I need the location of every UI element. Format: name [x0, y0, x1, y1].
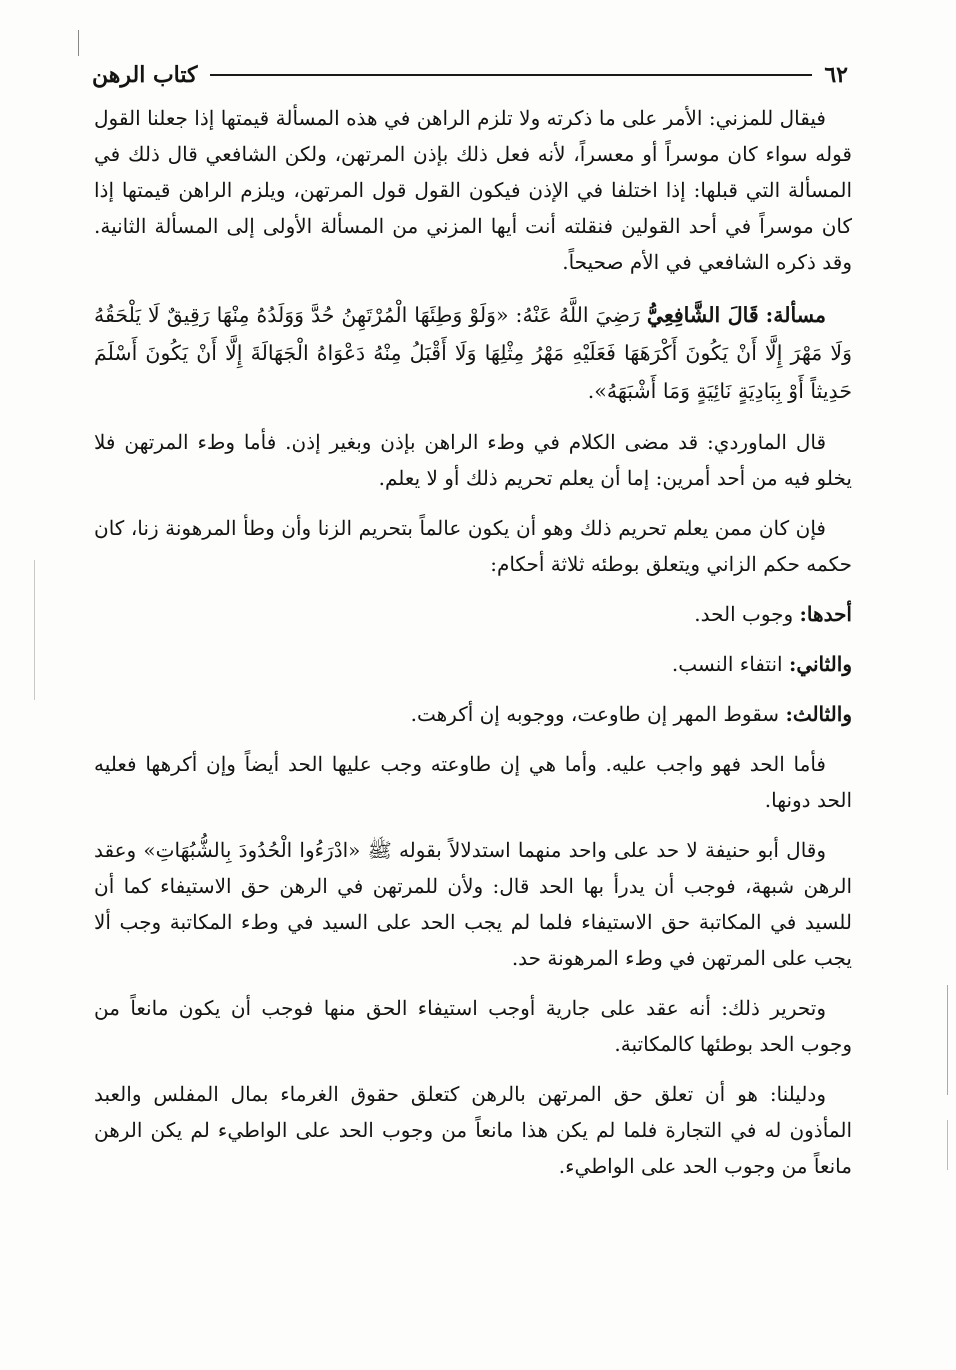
paragraph: فأما الحد فهو واجب عليه. وأما هي إن طاوعته وجب عليها الحد أيضاً وإن أكرهها فعليه الحد دونها.: [94, 752, 852, 812]
list-item: [94, 646, 852, 682]
list-item: [94, 696, 852, 732]
scan-mark: [947, 1120, 948, 1170]
scan-mark: [78, 30, 79, 56]
item-label: والثالث:: [785, 702, 852, 726]
paragraph: وتحرير ذلك: أنه عقد على جارية أوجب استيفاء الحق منها فوجب أن يكون مانعاً من وجوب الحد بوطئها كالمكاتبة.: [94, 996, 852, 1056]
item-text: انتفاء النسب.: [671, 652, 783, 676]
masala-speaker: قَالَ الشَّافِعِيُّ: [646, 303, 759, 327]
paragraph: ودليلنا: هو أن تعلق حق المرتهن بالرهن كتعلق حقوق الغرماء بمال المفلس والعبد المأذون له في التجارة فلما لم يكن هذا مانعاً من وجوب الحد على الواطيء لم يكن الرهن مانعاً من وجوب الحد على الواطيء.: [94, 1082, 852, 1178]
paragraph: فإن كان ممن يعلم تحريم ذلك وهو أن يكون عالماً بتحريم الزنا وأن وطأ المرهونة زنا، كان حكمه حكم الزاني ويتعلق بوطئه ثلاثة أحكام:: [94, 516, 852, 576]
scan-mark: [34, 560, 35, 700]
paragraph: وقال أبو حنيفة لا حد على واحد منهما استدلالاً بقوله ﷺ «ادْرَءُوا الْحُدُودَ بِالشُّبُهَاتِ» وعقد الرهن شبهة، فوجب أن يدرأ بها الحد قال: ولأن للمرتهن في الرهن حق الاستيفاء كما أن للسيد في المكاتبة حق الاستيفاء فلما لم يجب الحد على السيد في وطء المكاتبة وجب ألا يجب على المرتهن في وطء المرهونة حد.: [94, 838, 852, 970]
page-header: [92, 58, 848, 92]
list-item: [94, 596, 852, 632]
masala-quote: رَضِيَ اللَّهُ عَنْهُ: «وَلَوْ وَطِئَهَا الْمُرْتَهِنُ حُدَّ وَوَلَدُهُ مِنْهَا رَقِيقٌ لَا يَلْحَقُهُ وَلَا مَهْرَ إِلَّا أَنْ يَكُونَ أَكْرَهَهَا فَعَلَيْهِ مَهْرُ مِثْلِهَا وَلَا أَقْبَلُ مِنْهُ دَعْوَاهُ الْجَهَالَةَ إِلَّا أَنْ يَكُونَ أَسْلَمَ حَدِيثاً أَوْ بِبَادِيَةٍ نَائِيَةٍ وَمَا أَشْبَهَهُ».: [94, 303, 852, 403]
item-label: أحدها:: [799, 602, 852, 626]
book-title: كتاب الرهن: [92, 62, 198, 88]
item-text: سقوط المهر إن طاوعت، ووجوبه إن أكرهت.: [410, 702, 780, 726]
page-body: [94, 100, 852, 1184]
masala-paragraph: [94, 296, 852, 410]
scan-mark: [947, 985, 948, 1095]
item-text: وجوب الحد.: [694, 602, 794, 626]
paragraph: فيقال للمزني: الأمر على ما ذكرته ولا تلزم الراهن في هذه المسألة قيمتها إذا جعلنا القول قوله سواء كان موسراً أو معسراً، لأنه فعل ذلك بإذن المرتهن، ولكن الشافعي قال ذلك في المسألة التي قبلها: إذا اختلفا في الإذن فيكون القول قول المرتهن، ويلزم الراهن قيمتها إذا كان موسراً في أحد القولين فنقلته أنت أيها المزني من المسألة الأولى إلى المسألة الثانية. وقد ذكره الشافعي في الأم صحيحاً.: [94, 106, 853, 274]
item-label: والثاني:: [788, 652, 852, 676]
header-rule: [210, 74, 813, 76]
page-number: ٦٢: [824, 62, 848, 88]
masala-label: مسألة:: [765, 303, 826, 327]
paragraph: قال الماوردي: قد مضى الكلام في وطء الراهن بإذن وبغير إذن. فأما وطء المرتهن فلا يخلو فيه من أحد أمرين: إما أن يعلم تحريم ذلك أو لا يعلم.: [94, 430, 852, 490]
